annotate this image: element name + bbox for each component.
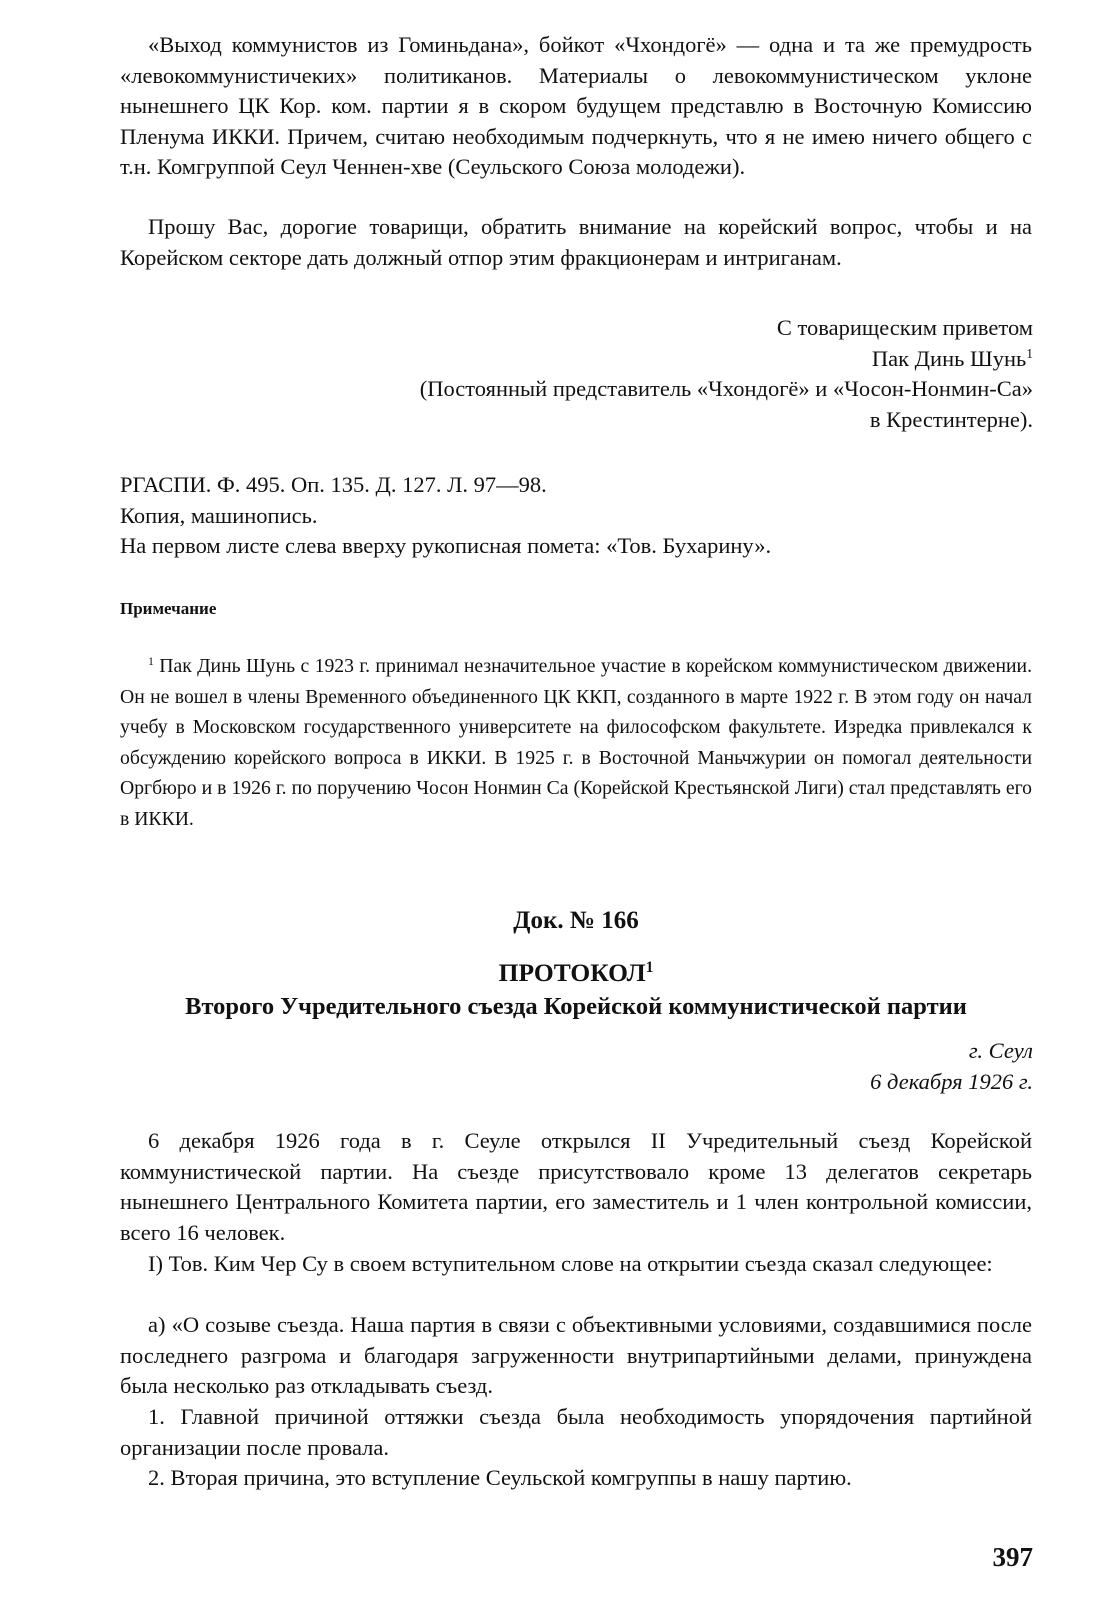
signature-name: Пак Динь Шунь <box>871 345 1027 371</box>
footnote-marker: 1 <box>1026 345 1033 361</box>
signature-name-line <box>133 344 1033 375</box>
archive-annotation: На первом листе слева вверху рукописная помета: «Тов. Бухарину». <box>120 533 772 559</box>
document-title-text: ПРОТОКОЛ <box>498 958 646 987</box>
body-paragraph: 1. Главной причиной оттяжки съезда была необходимость упорядочения партийной организации после провала. <box>120 1404 1032 1460</box>
footnote-text: Пак Динь Шунь с 1923 г. принимал незначительное участие в корейском коммунистическом движении. Он не вошел в члены Временного объединенного ЦК ККП, созданного в марте 1922 г. В этом году он начал учебу в Московском государственного университете на философском факультете. Изредка привлекался к обсуждению корейского вопроса в ИККИ. В 1925 г. в Восточной Маньчжурии он помогал деятельности Оргбюро и в 1926 г. по поручению Чосон Нонмин Са (Корейской Крестьянской Лиги) стал представлять его в ИККИ. <box>120 655 1032 830</box>
body-paragraph: I) Тов. Ким Чер Су в своем вступительном слове на открытии съезда сказал следующее: <box>148 1251 993 1276</box>
footnote-marker: 1 <box>645 958 654 976</box>
body-paragraph: «Выход коммунистов из Гоминьдана», бойкот «Чхондогё» — одна и та же премудрость «левокоммунистичеких» политиканов. Материалы о левокоммунистическом уклоне нынешнего ЦК Кор. ком. партии я в скором будущем представлю в Восточную Комиссию Пленума ИККИ. Причем, считаю необходимым подчеркнуть, что я не имею ничего общего с т.н. Комгруппой Сеул Ченнен-хве (Сеульского Союза молодежи). <box>120 32 1032 180</box>
signature-position: в Крестинтерне). <box>869 406 1033 432</box>
note-heading: Примечание <box>120 599 217 618</box>
body-paragraph: а) «О созыве съезда. Наша партия в связи с объективными условиями, создавшимися после последнего разгрома и благодаря загруженности внутрипартийными делами, принуждена была несколько раз откладывать съезд. <box>120 1312 1032 1399</box>
body-paragraph: Прошу Вас, дорогие товарищи, обратить внимание на корейский вопрос, чтобы и на Корейском секторе дать должный отпор этим фракционерам и интриганам. <box>120 214 1032 270</box>
signature-position: (Постоянный представитель «Чхондогё» и «Чосон-Нонмин-Са» <box>419 376 1033 402</box>
document-subtitle: Второго Учредительного съезда Корейской коммунистической партии <box>185 993 967 1020</box>
archive-reference: РГАСПИ. Ф. 495. Оп. 135. Д. 127. Л. 97—98. <box>120 472 547 497</box>
document-date: 6 декабря 1926 г. <box>870 1068 1033 1094</box>
signature-greeting: С товарищеским приветом <box>776 315 1033 340</box>
body-paragraph: 2. Вторая причина, это вступление Сеульской комгруппы в нашу партию. <box>148 1465 852 1490</box>
document-number: Док. № 166 <box>513 907 639 934</box>
body-paragraph: 6 декабря 1926 года в г. Сеуле открылся II Учредительный съезд Корейской коммунистической партии. На съезде присутствовало кроме 13 делегатов секретарь нынешнего Центрального Комитета партии, его заместитель и 1 член контрольной комиссии, всего 16 человек. <box>120 1128 1032 1245</box>
archive-copy-type: Копия, машинопись. <box>120 502 318 528</box>
footnote <box>120 651 1032 835</box>
page-number: 397 <box>992 1542 1033 1572</box>
footnote-marker: 1 <box>148 653 154 668</box>
document-place: г. Сеул <box>968 1038 1033 1063</box>
archive-info <box>120 470 1032 562</box>
document-title <box>120 956 1032 990</box>
signature-block <box>133 313 1033 435</box>
place-date <box>870 1036 1033 1097</box>
